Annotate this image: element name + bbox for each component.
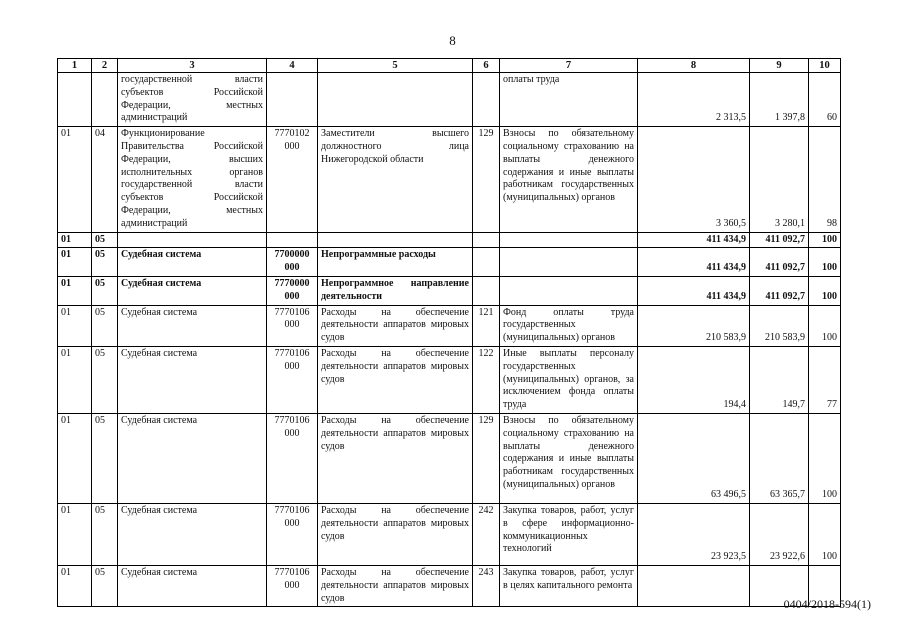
column-header: 7 [500,59,638,73]
expense-type-name [500,276,638,305]
actual-amount: 411 092,7 [750,276,809,305]
target-article-code [267,73,318,127]
subsection-code [92,73,118,127]
subsection-name [118,232,267,248]
column-header: 1 [58,59,92,73]
expense-type-code: 242 [473,503,500,565]
planned-amount: 63 496,5 [638,413,750,503]
column-header: 6 [473,59,500,73]
section-code: 01 [58,346,92,413]
target-article-code: 7770106 000 [267,503,318,565]
expense-type-name: Иные выплаты персоналу государственных (муниципальных) органов, за исключением фонда оплаты труда [500,346,638,413]
table-row [58,565,841,606]
section-code: 01 [58,565,92,606]
execution-percent: 100 [809,305,841,346]
subsection-name: Судебная система [118,346,267,413]
expense-type-name: Взносы по обязательному социальному страхованию на выплаты денежного содержания и иные выплаты работникам государственных (муниципальных) органов [500,413,638,503]
table-row [58,232,841,248]
table-row [58,73,841,127]
planned-amount: 411 434,9 [638,232,750,248]
actual-amount: 3 280,1 [750,127,809,232]
section-code [58,73,92,127]
expense-type-code: 129 [473,127,500,232]
expense-type-code [473,276,500,305]
expense-type-name: оплаты труда [500,73,638,127]
actual-amount: 149,7 [750,346,809,413]
target-article-name: Заместители высшего должностного лица Нижегородской области [318,127,473,232]
planned-amount: 411 434,9 [638,248,750,277]
actual-amount: 63 365,7 [750,413,809,503]
planned-amount: 2 313,5 [638,73,750,127]
execution-percent: 100 [809,503,841,565]
target-article-name [318,232,473,248]
document-code: 0404/2018-594(1) [783,597,871,611]
target-article-code: 7770106 000 [267,413,318,503]
table-row [58,248,841,277]
table-row [58,305,841,346]
target-article-code: 7770102 000 [267,127,318,232]
column-header: 3 [118,59,267,73]
target-article-name: Расходы на обеспечение деятельности аппаратов мировых судов [318,503,473,565]
section-code: 01 [58,232,92,248]
subsection-name: Функционирование Правительства Российской Федерации, высших исполнительных органов государственной власти субъектов Российской Федерации, местных администраций [118,127,267,232]
section-code: 01 [58,248,92,277]
expense-type-code: 121 [473,305,500,346]
page-number: 8 [449,33,456,48]
execution-percent: 98 [809,127,841,232]
actual-amount: 411 092,7 [750,248,809,277]
expense-type-name: Закупка товаров, работ, услуг в сфере информационно-коммуникационных технологий [500,503,638,565]
subsection-code: 05 [92,276,118,305]
expense-type-code: 243 [473,565,500,606]
execution-percent: 100 [809,232,841,248]
expense-type-code: 122 [473,346,500,413]
subsection-code: 05 [92,248,118,277]
target-article-code [267,232,318,248]
expense-type-code: 129 [473,413,500,503]
expense-type-code [473,73,500,127]
subsection-name: Судебная система [118,413,267,503]
planned-amount: 194,4 [638,346,750,413]
actual-amount: 23 922,6 [750,503,809,565]
section-code: 01 [58,503,92,565]
planned-amount: 23 923,5 [638,503,750,565]
expense-type-name [500,232,638,248]
expense-type-code [473,232,500,248]
target-article-name: Непрограммное направление деятельности [318,276,473,305]
table-row [58,413,841,503]
planned-amount [638,565,750,606]
subsection-code: 05 [92,565,118,606]
subsection-code: 05 [92,413,118,503]
execution-percent: 100 [809,413,841,503]
target-article-name: Расходы на обеспечение деятельности аппаратов мировых судов [318,305,473,346]
table-row [58,276,841,305]
section-code: 01 [58,305,92,346]
expense-type-name: Закупка товаров, работ, услуг в целях капитального ремонта [500,565,638,606]
column-header: 4 [267,59,318,73]
table-row [58,346,841,413]
execution-percent: 100 [809,248,841,277]
planned-amount: 3 360,5 [638,127,750,232]
actual-amount: 210 583,9 [750,305,809,346]
target-article-code: 7770106 000 [267,346,318,413]
planned-amount: 411 434,9 [638,276,750,305]
subsection-code: 05 [92,232,118,248]
subsection-code: 05 [92,346,118,413]
budget-table [57,58,841,607]
execution-percent: 60 [809,73,841,127]
header-row [58,59,841,73]
target-article-name: Расходы на обеспечение деятельности аппаратов мировых судов [318,346,473,413]
subsection-name: Судебная система [118,565,267,606]
expense-type-name: Фонд оплаты труда государственных (муниципальных) органов [500,305,638,346]
column-header: 2 [92,59,118,73]
section-code: 01 [58,127,92,232]
expense-type-code [473,248,500,277]
target-article-code: 7770000 000 [267,276,318,305]
target-article-code: 7700000 000 [267,248,318,277]
expense-type-name: Взносы по обязательному социальному страхованию на выплаты денежного содержания и иные выплаты работникам государственных (муниципальных) органов [500,127,638,232]
target-article-code: 7770106 000 [267,565,318,606]
target-article-code: 7770106 000 [267,305,318,346]
expense-type-name [500,248,638,277]
subsection-code: 05 [92,503,118,565]
target-article-name: Расходы на обеспечение деятельности аппаратов мировых судов [318,565,473,606]
section-code: 01 [58,413,92,503]
planned-amount: 210 583,9 [638,305,750,346]
column-header: 5 [318,59,473,73]
table-row [58,503,841,565]
column-header: 9 [750,59,809,73]
subsection-name: Судебная система [118,305,267,346]
execution-percent: 100 [809,276,841,305]
execution-percent: 77 [809,346,841,413]
subsection-name: Судебная система [118,276,267,305]
target-article-name [318,73,473,127]
column-header: 8 [638,59,750,73]
subsection-code: 05 [92,305,118,346]
subsection-code: 04 [92,127,118,232]
actual-amount: 1 397,8 [750,73,809,127]
subsection-name: Судебная система [118,503,267,565]
subsection-name: Судебная система [118,248,267,277]
column-header: 10 [809,59,841,73]
subsection-name: государственной власти субъектов Российской Федерации, местных администраций [118,73,267,127]
target-article-name: Расходы на обеспечение деятельности аппаратов мировых судов [318,413,473,503]
target-article-name: Непрограммные расходы [318,248,473,277]
table-row [58,127,841,232]
section-code: 01 [58,276,92,305]
actual-amount: 411 092,7 [750,232,809,248]
